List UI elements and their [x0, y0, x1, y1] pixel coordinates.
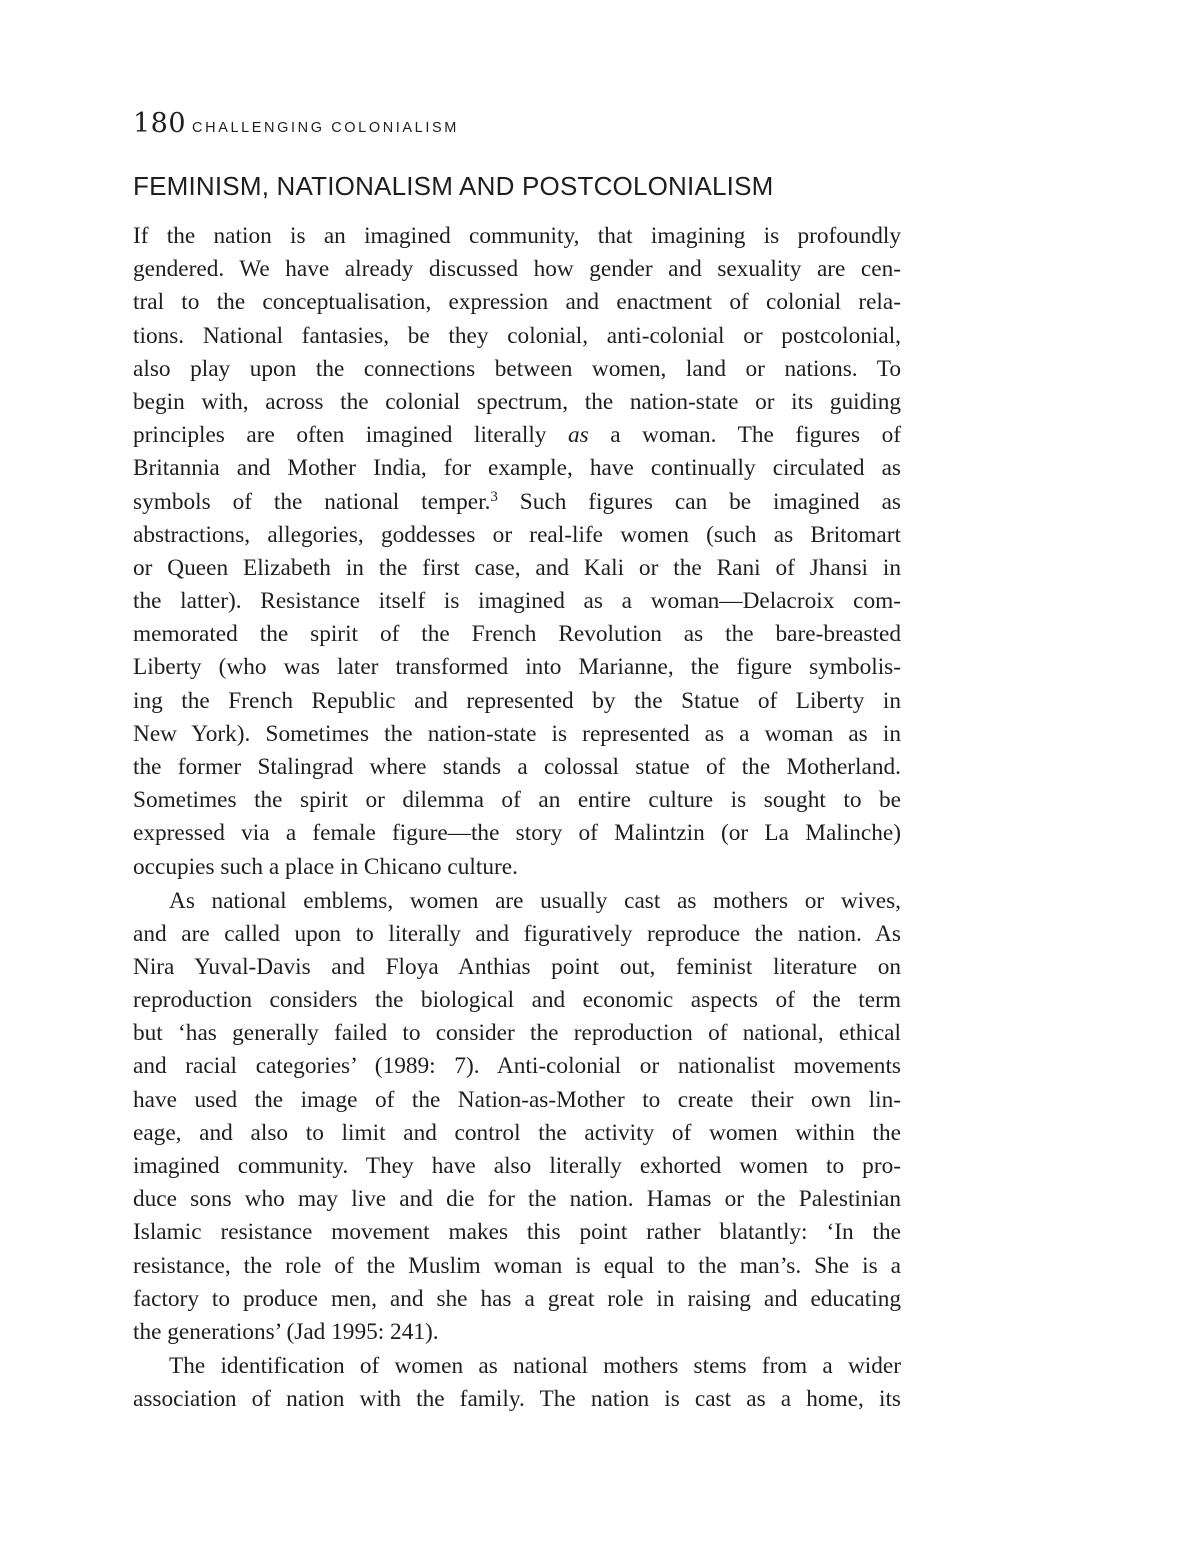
text-line: reproduction considers the biological and economic aspects of the term — [133, 987, 901, 1014]
text-line: and racial categories’ (1989: 7). Anti-colonial or nationalist movements — [133, 1053, 901, 1080]
text-line: memorated the spirit of the French Revolution as the bare-breasted — [133, 621, 901, 648]
text-line: the former Stalingrad where stands a colossal statue of the Motherland. — [133, 754, 901, 780]
text-line: duce sons who may live and die for the nation. Hamas or the Palestinian — [133, 1186, 901, 1213]
text-line: ing the French Republic and represented by the Statue of Liberty in — [133, 687, 901, 714]
text-line: abstractions, allegories, goddesses or real-life women (such as Britomart — [133, 521, 901, 548]
text-line: Islamic resistance movement makes this point rather blatantly: ‘In the — [133, 1219, 901, 1246]
text-line — [133, 419, 901, 452]
text-run: Such figures can be imagined as — [497, 488, 901, 515]
text-line: If the nation is an imagined community, that imagining is profoundly — [133, 223, 901, 249]
page-number: 180 — [133, 108, 187, 139]
text-line: association of nation with the family. The nation is cast as a home, its — [133, 1386, 901, 1413]
text-line: eage, and also to limit and control the activity of women within the — [133, 1119, 901, 1146]
text-line: but ‘has generally failed to consider the reproduction of national, ethical — [133, 1020, 901, 1047]
body-text — [133, 220, 901, 1416]
text-run: principles are often imagined literally — [133, 422, 568, 449]
text-line: the generations’ (Jad 1995: 241). — [133, 1318, 439, 1345]
text-line: begin with, across the colonial spectrum, the nation-state or its guiding — [133, 388, 901, 415]
text-line: tions. National fantasies, be they colonial, anti-colonial or postcolonial, — [133, 322, 901, 349]
text-line: The identification of women as national mothers stems from a wider — [169, 1352, 901, 1379]
text-run: symbols of the national temper. — [133, 488, 491, 515]
text-line: Nira Yuval-Davis and Floya Anthias point out, feminist literature on — [133, 953, 901, 980]
text-line: imagined community. They have also literally exhorted women to pro- — [133, 1153, 901, 1180]
text-line — [133, 486, 901, 519]
text-line: also play upon the connections between women, land or nations. To — [133, 355, 901, 382]
text-line: resistance, the role of the Muslim woman is equal to the man’s. She is a — [133, 1252, 901, 1279]
text-run: a woman. The figures of — [588, 422, 901, 449]
text-line: factory to produce men, and she has a great role in raising and educating — [133, 1285, 901, 1312]
text-line: or Queen Elizabeth in the first case, and Kali or the Rani of Jhansi in — [133, 554, 901, 581]
text-line: New York). Sometimes the nation-state is represented as a woman as in — [133, 720, 901, 747]
running-title: CHALLENGING COLONIALISM — [192, 120, 459, 136]
text-line: As national emblems, women are usually cast as mothers or wives, — [169, 887, 901, 914]
text-line: Liberty (who was later transformed into Marianne, the figure symbolis- — [133, 654, 901, 681]
italic-word: as — [567, 422, 589, 449]
text-line: have used the image of the Nation-as-Mother to create their own lin- — [133, 1086, 901, 1113]
text-line: occupies such a place in Chicano culture. — [133, 853, 518, 880]
text-line: Britannia and Mother India, for example, have continually circulated as — [133, 455, 901, 482]
text-line: the latter). Resistance itself is imagined as a woman—Delacroix com- — [133, 588, 901, 615]
text-line: gendered. We have already discussed how gender and sexuality are cen- — [133, 256, 901, 283]
footnote-marker: 3 — [490, 488, 498, 505]
text-line: tral to the conceptualisation, expression and enactment of colonial rela- — [133, 289, 901, 316]
running-head — [133, 106, 459, 142]
text-line: and are called upon to literally and figuratively reproduce the nation. As — [133, 920, 901, 947]
section-heading: FEMINISM, NATIONALISM AND POSTCOLONIALISM — [133, 171, 774, 201]
text-line: expressed via a female figure—the story of Malintzin (or La Malinche) — [133, 820, 901, 847]
text-line: Sometimes the spirit or dilemma of an entire culture is sought to be — [133, 787, 901, 814]
